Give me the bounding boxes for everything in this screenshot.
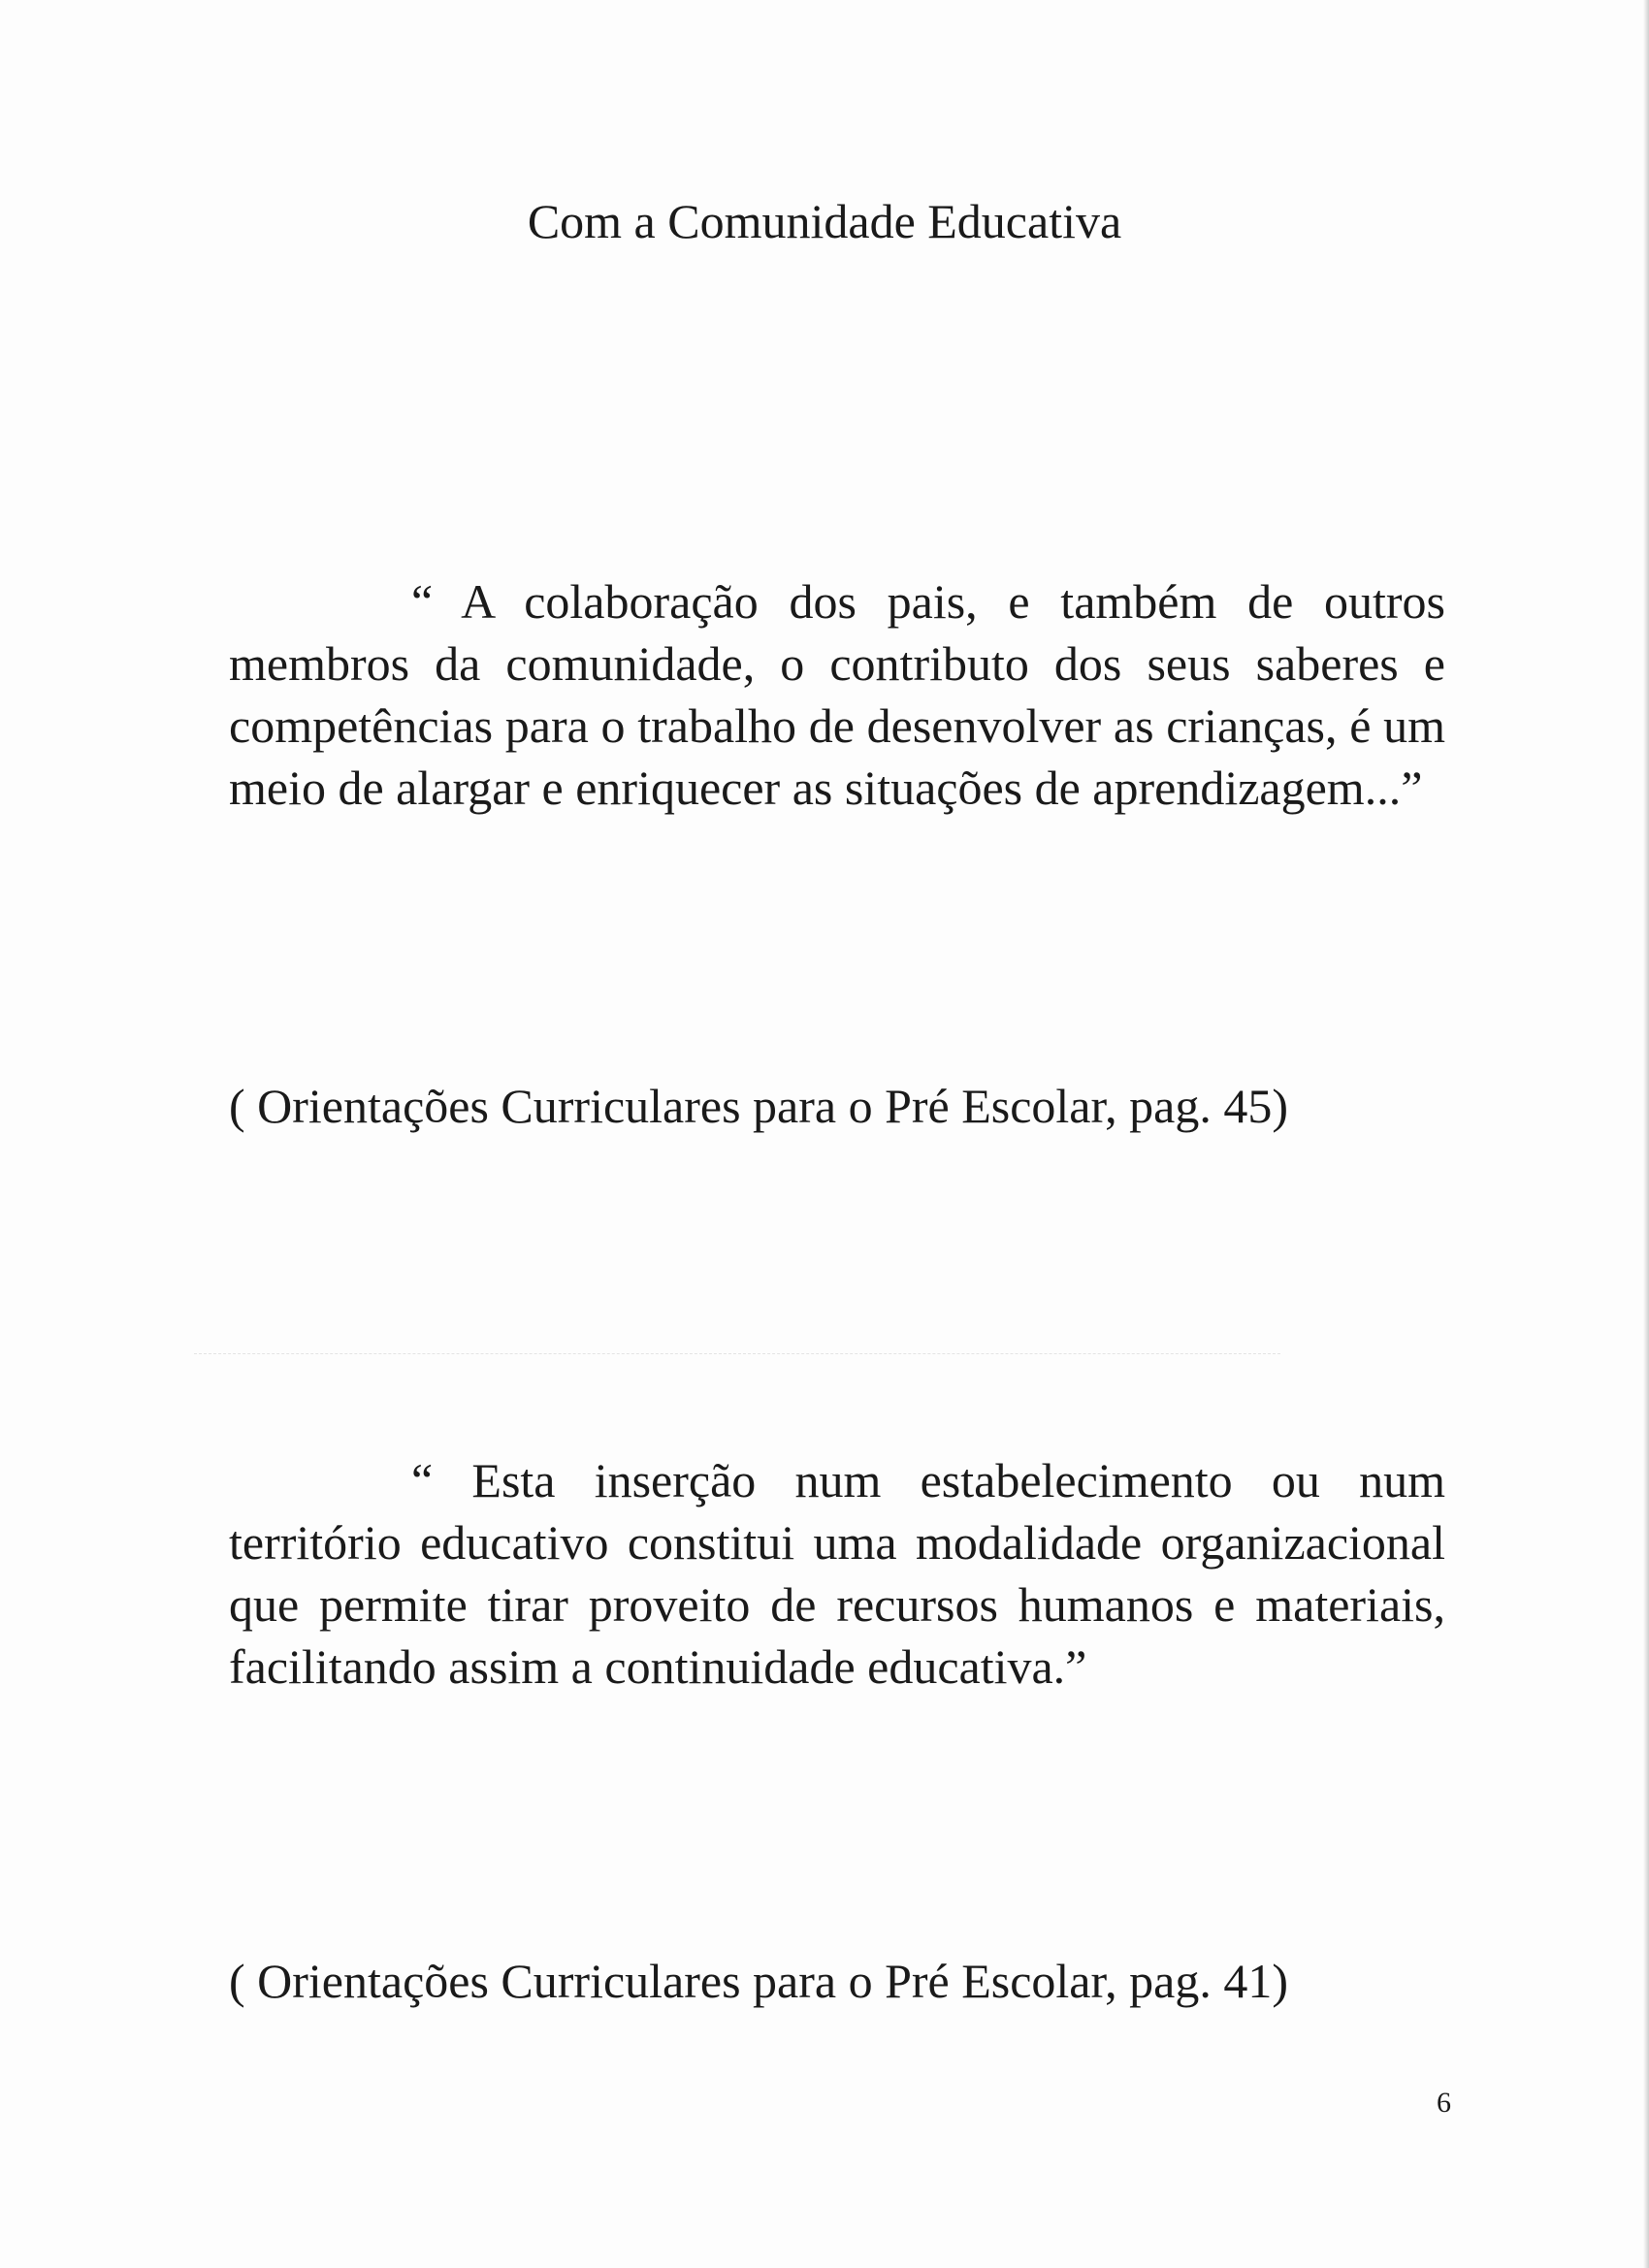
scan-artifact-line xyxy=(194,1353,1280,1354)
quote-2-citation: ( Orientações Curriculares para o Pré Escolar, pag. 41) xyxy=(229,1954,1288,2008)
page-title: Com a Comunidade Educativa xyxy=(527,194,1122,248)
quote-1-text: “ A colaboração dos pais, e também de outros membros da comunidade, o contributo dos seus saberes e competências para o trabalho de desenvolver as crianças, é um meio de alargar e enriquecer as situações de aprendizagem...” xyxy=(229,574,1445,815)
page-number: 6 xyxy=(1437,2087,1451,2119)
quote-1-citation: ( Orientações Curriculares para o Pré Escolar, pag. 45) xyxy=(229,1079,1288,1133)
scan-edge-shadow xyxy=(1643,0,1649,2268)
quote-2-text: “ Esta inserção num estabelecimento ou num território educativo constitui uma modalidade organizacional que permite tirar proveito de recursos humanos e materiais, facilitando assim a continuidade educativa.” xyxy=(229,1453,1445,1694)
